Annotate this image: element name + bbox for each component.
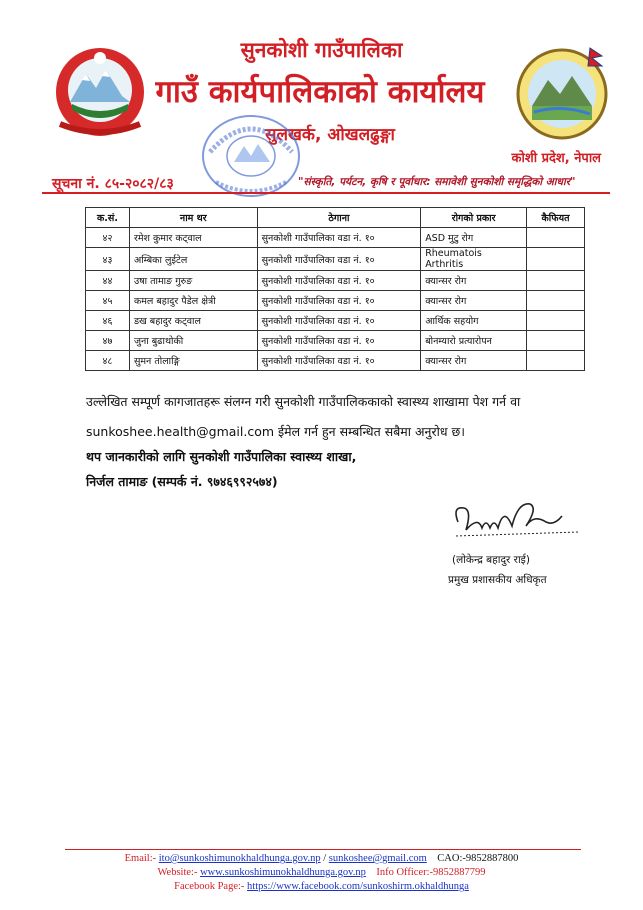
cell-address: सुनकोशी गाउँपालिका वडा नं. १० xyxy=(257,271,421,291)
email-label: Email:- xyxy=(124,853,157,864)
cell-remarks xyxy=(527,331,585,351)
info-officer-contact: Info Officer:-9852887799 xyxy=(376,867,486,878)
cell-disease: क्यान्सर रोग xyxy=(421,351,527,371)
cell-address: सुनकोशी गाउँपालिका वडा नं. १० xyxy=(257,291,421,311)
cell-sn: ४७ xyxy=(86,331,130,351)
municipality-name: सुनकोशी गाउँपालिका xyxy=(240,38,403,62)
beneficiary-table xyxy=(85,207,585,371)
cell-name: सुमन तोलाङ्गि xyxy=(129,351,257,371)
table-row xyxy=(86,271,585,291)
cell-remarks xyxy=(527,291,585,311)
table-header-row xyxy=(86,208,585,228)
table-row xyxy=(86,248,585,271)
cell-sn: ४३ xyxy=(86,248,130,271)
col-header-name: नाम थर xyxy=(129,208,257,228)
office-name: गाउँ कार्यपालिकाको कार्यालय xyxy=(155,74,485,110)
cell-remarks xyxy=(527,311,585,331)
cell-address: सुनकोशी गाउँपालिका वडा नं. १० xyxy=(257,331,421,351)
cell-disease: ASD मुटु रोग xyxy=(421,228,527,248)
col-header-disease: रोगको प्रकार xyxy=(421,208,527,228)
footer-divider xyxy=(65,849,581,850)
contact-info-line2: निर्जल तामाङ (सम्पर्क नं. ९७४६९९२५७४) xyxy=(86,474,278,489)
cell-sn: ४८ xyxy=(86,351,130,371)
cell-sn: ४५ xyxy=(86,291,130,311)
cao-contact: CAO:-9852887800 xyxy=(437,853,519,864)
facebook-link[interactable]: https://www.facebook.com/sunkoshirm.okhaldhunga xyxy=(247,881,469,892)
cell-remarks xyxy=(527,271,585,291)
request-paragraph: उल्लेखित सम्पूर्ण कागजातहरू संलग्न गरी सुनकोशी गाउँपालिककाको स्वास्थ्य शाखामा पेश गर्न वा sunkoshee.health@gmail.com ईमेल गर्न हुन सम्बन्धित सबैमा अनुरोध छ। xyxy=(86,394,521,439)
cell-name: उषा तामाङ गुरुङ xyxy=(129,271,257,291)
office-location: सुलखर्क, ओखलढुङ्गा xyxy=(265,125,395,145)
cell-name: कमल बहादुर पैडेल क्षेत्री xyxy=(129,291,257,311)
cell-name: डख बहादुर कट्वाल xyxy=(129,311,257,331)
province-name: कोशी प्रदेश, नेपाल xyxy=(511,151,601,166)
facebook-label: Facebook Page:- xyxy=(174,881,245,892)
col-header-remarks: कैफियत xyxy=(527,208,585,228)
cell-address: सुनकोशी गाउँपालिका वडा नं. १० xyxy=(257,311,421,331)
col-header-sn: क.सं. xyxy=(86,208,130,228)
cell-disease: आर्थिक सहयोग xyxy=(421,311,527,331)
cell-address: सुनकोशी गाउँपालिका वडा नं. १० xyxy=(257,351,421,371)
signatory-title: प्रमुख प्रशासकीय अधिकृत xyxy=(448,574,547,586)
motto: "संस्कृति, पर्यटन, कृषि र पूर्वाधार: समावेशी सुनकोशी समृद्धिको आधार" xyxy=(298,176,576,188)
header-divider xyxy=(42,192,610,194)
table-row xyxy=(86,228,585,248)
cell-sn: ४६ xyxy=(86,311,130,331)
footer-email-line xyxy=(0,853,643,864)
cell-disease: क्यान्सर रोग xyxy=(421,271,527,291)
website-link[interactable]: www.sunkoshimunokhaldhunga.gov.np xyxy=(200,867,366,878)
cell-address: सुनकोशी गाउँपालिका वडा नं. १० xyxy=(257,248,421,271)
email-link-sunkoshee[interactable]: sunkoshee@gmail.com xyxy=(328,853,427,864)
table-row xyxy=(86,351,585,371)
cell-remarks xyxy=(527,228,585,248)
cell-name: जुना बुढाथोकी xyxy=(129,331,257,351)
cell-sn: ४४ xyxy=(86,271,130,291)
cell-disease: Rheumatois Arthritis xyxy=(421,248,527,271)
signature-image xyxy=(438,496,588,552)
cell-remarks xyxy=(527,351,585,371)
cell-name: रमेश कुमार कट्वाल xyxy=(129,228,257,248)
signatory-name: (लोकेन्द्र बहादुर राई) xyxy=(452,554,530,566)
province-logo xyxy=(512,42,612,142)
footer-website-line xyxy=(0,867,643,878)
website-label: Website:- xyxy=(157,867,198,878)
cell-sn: ४२ xyxy=(86,228,130,248)
table-row xyxy=(86,311,585,331)
cell-address: सुनकोशी गाउँपालिका वडा नं. १० xyxy=(257,228,421,248)
table-row xyxy=(86,331,585,351)
contact-info-line1: थप जानकारीको लागि सुनकोशी गाउँपालिका स्वास्थ्य शाखा, xyxy=(86,449,357,464)
notice-number: सूचना नं. ८५-२०८२/८३ xyxy=(52,176,174,192)
cell-remarks xyxy=(527,248,585,271)
cell-disease: बोनम्यारो प्रत्यारोपन xyxy=(421,331,527,351)
table-row xyxy=(86,291,585,311)
office-stamp xyxy=(196,112,306,204)
cell-disease: क्यान्सर रोग xyxy=(421,291,527,311)
footer-facebook-line xyxy=(0,881,643,892)
col-header-address: ठेगाना xyxy=(257,208,421,228)
email-link-ito[interactable]: ito@sunkoshimunokhaldhunga.gov.np xyxy=(158,853,321,864)
cell-name: अम्बिका लुईटेल xyxy=(129,248,257,271)
email-separator: / xyxy=(320,853,329,864)
